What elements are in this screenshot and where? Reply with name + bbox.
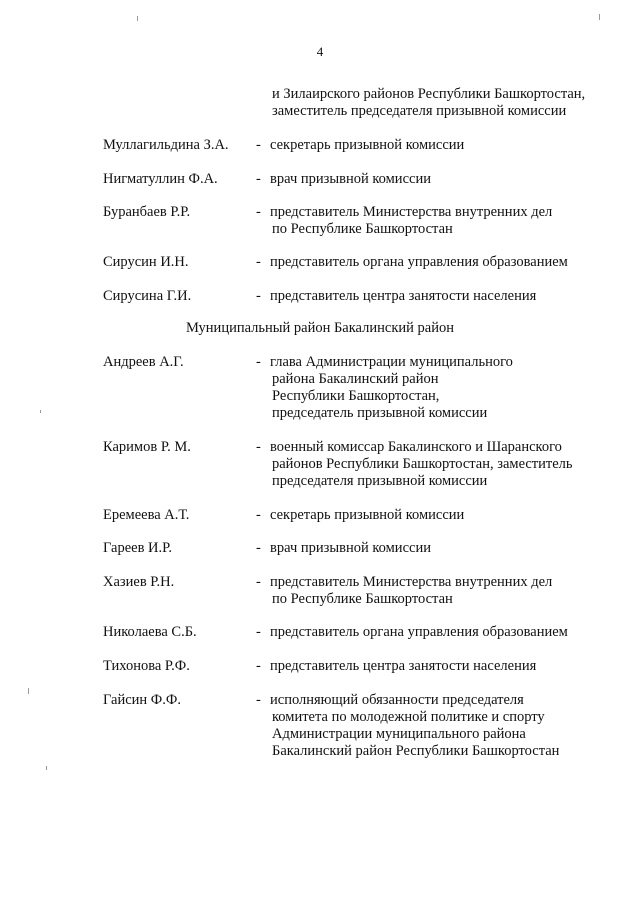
member-role: секретарь призывной комиссии	[270, 137, 465, 153]
entry-dash: -	[256, 692, 261, 708]
member-name: Нигматуллин Ф.А.	[103, 171, 218, 187]
entry-dash: -	[256, 171, 261, 187]
member-name: Сирусина Г.И.	[103, 288, 192, 304]
entry-dash: -	[256, 354, 261, 370]
member-role: по Республике Башкортостан	[272, 221, 453, 237]
scan-speck	[599, 14, 600, 20]
member-name: Николаева С.Б.	[103, 624, 197, 640]
member-role: исполняющий обязанности председателя	[270, 692, 524, 708]
scan-speck	[40, 410, 41, 413]
scan-speck	[28, 688, 29, 694]
entry-dash: -	[256, 540, 261, 556]
member-role: председатель призывной комиссии	[272, 405, 488, 421]
member-role: секретарь призывной комиссии	[270, 507, 465, 523]
member-role: представитель центра занятости населения	[270, 658, 537, 674]
entry-dash: -	[256, 254, 261, 270]
scan-speck	[137, 16, 138, 21]
section-title: Муниципальный район Бакалинский район	[186, 320, 454, 336]
continuation-line: заместитель председателя призывной комиссии	[272, 103, 567, 119]
member-role: Бакалинский район Республики Башкортостан	[272, 743, 560, 759]
member-name: Андреев А.Г.	[103, 354, 184, 370]
entry-dash: -	[256, 574, 261, 590]
member-name: Тихонова Р.Ф.	[103, 658, 190, 674]
member-role: врач призывной комиссии	[270, 171, 431, 187]
member-role: представитель Министерства внутренних дел	[270, 574, 553, 590]
entry-dash: -	[256, 137, 261, 153]
entry-dash: -	[256, 439, 261, 455]
member-role: представитель Министерства внутренних дел	[270, 204, 553, 220]
member-role: глава Администрации муниципального	[270, 354, 513, 370]
member-role: комитета по молодежной политике и спорту	[272, 709, 545, 725]
continuation-line: и Зилаирского районов Республики Башкортостан,	[272, 86, 586, 102]
member-name: Каримов Р. М.	[103, 439, 191, 455]
entry-dash: -	[256, 624, 261, 640]
member-role: председателя призывной комиссии	[272, 473, 488, 489]
member-role: Республики Башкортостан,	[272, 388, 440, 404]
member-name: Сирусин И.Н.	[103, 254, 189, 270]
member-role: военный комиссар Бакалинского и Шаранского	[270, 439, 562, 455]
entry-dash: -	[256, 507, 261, 523]
member-role: представитель органа управления образованием	[270, 624, 568, 640]
member-name: Буранбаев Р.Р.	[103, 204, 191, 220]
scan-speck	[46, 766, 47, 770]
member-role: районов Республики Башкортостан, заместитель	[272, 456, 573, 472]
member-name: Гареев И.Р.	[103, 540, 173, 556]
member-role: врач призывной комиссии	[270, 540, 431, 556]
member-role: представитель органа управления образованием	[270, 254, 568, 270]
entry-dash: -	[256, 204, 261, 220]
member-name: Муллагильдина З.А.	[103, 137, 229, 153]
member-name: Хазиев Р.Н.	[103, 574, 175, 590]
member-name: Гайсин Ф.Ф.	[103, 692, 181, 708]
page-number: 4	[316, 44, 324, 59]
member-name: Еремеева А.Т.	[103, 507, 190, 523]
member-role: представитель центра занятости населения	[270, 288, 537, 304]
entry-dash: -	[256, 658, 261, 674]
member-role: Администрации муниципального района	[272, 726, 526, 742]
member-role: по Республике Башкортостан	[272, 591, 453, 607]
entry-dash: -	[256, 288, 261, 304]
member-role: района Бакалинский район	[272, 371, 439, 387]
